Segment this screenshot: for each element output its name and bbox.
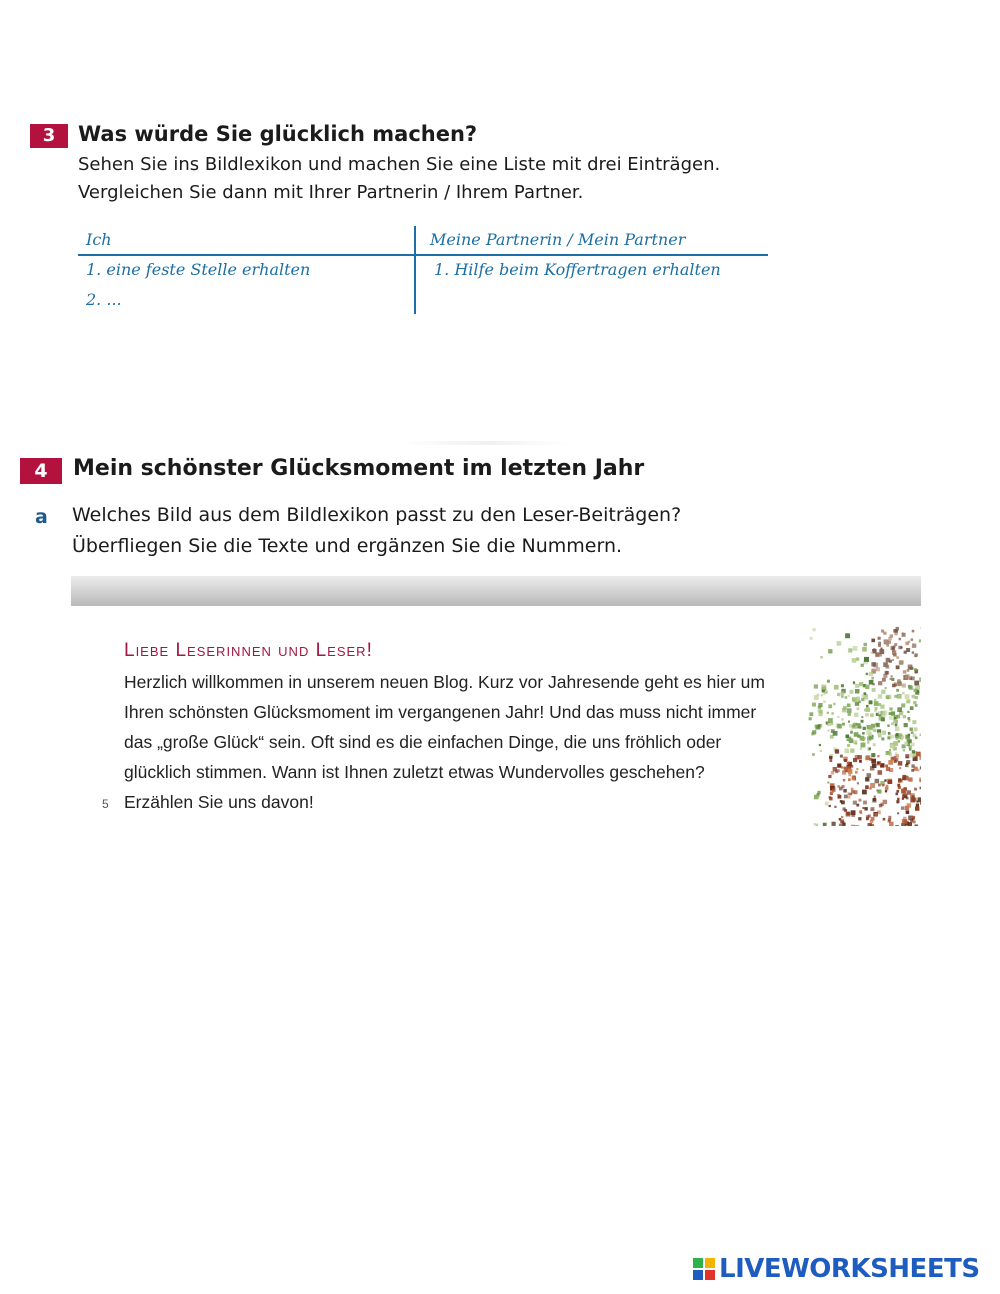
table-header-partner: Meine Partnerin / Mein Partner	[430, 230, 686, 249]
instruction-line: Sehen Sie ins Bildlexikon und machen Sie eine Liste mit drei Einträgen.	[78, 154, 721, 175]
exercise-number-badge: 3	[30, 124, 68, 148]
divider	[400, 441, 570, 445]
blog-text-line: Erzählen Sie uns davon!	[124, 792, 314, 812]
subtask-label: a	[35, 506, 48, 528]
table-divider-horizontal	[78, 254, 768, 256]
happy-person-mosaic-image	[808, 624, 921, 826]
table-cell: 1. eine feste Stelle erhalten	[86, 260, 311, 279]
exercise-title: Mein schönster Glücksmoment im letzten Jahr	[73, 456, 645, 481]
blog-heading: Liebe Leserinnen und Leser!	[124, 640, 373, 661]
logo-text: LIVEWORKSHEETS	[719, 1254, 980, 1284]
exercise-title: Was würde Sie glücklich machen?	[78, 122, 478, 146]
table-cell: 2. ...	[86, 290, 122, 309]
instruction-line: Überfliegen Sie die Texte und ergänzen Sie die Nummern.	[72, 535, 623, 557]
instruction-line: Welches Bild aus dem Bildlexikon passt zu den Leser-Beiträgen?	[72, 504, 682, 526]
exercise-number-badge: 4	[20, 458, 62, 484]
blog-text-line: Ihren schönsten Glücksmoment im vergangenen Jahr! Und das muss nicht immer	[124, 702, 757, 722]
table-header-ich: Ich	[86, 230, 112, 249]
liveworksheets-logo-icon	[692, 1257, 716, 1281]
table-cell: 1. Hilfe beim Koffertragen erhalten	[434, 260, 721, 279]
blog-text-line: Herzlich willkommen in unserem neuen Blog. Kurz vor Jahresende geht es hier um	[124, 672, 765, 692]
blog-header-band	[71, 576, 921, 606]
comparison-table	[78, 226, 768, 316]
liveworksheets-logo[interactable]	[692, 1254, 980, 1284]
blog-text-line: das „große Glück“ sein. Oft sind es die einfachen Dinge, die uns fröhlich oder	[124, 732, 722, 752]
table-divider-vertical	[414, 226, 416, 314]
blog-text-line: glücklich stimmen. Wann ist Ihnen zuletzt etwas Wundervolles geschehen?	[124, 762, 705, 782]
line-number: 5	[102, 797, 109, 811]
instruction-line: Vergleichen Sie dann mit Ihrer Partnerin / Ihrem Partner.	[78, 182, 584, 203]
